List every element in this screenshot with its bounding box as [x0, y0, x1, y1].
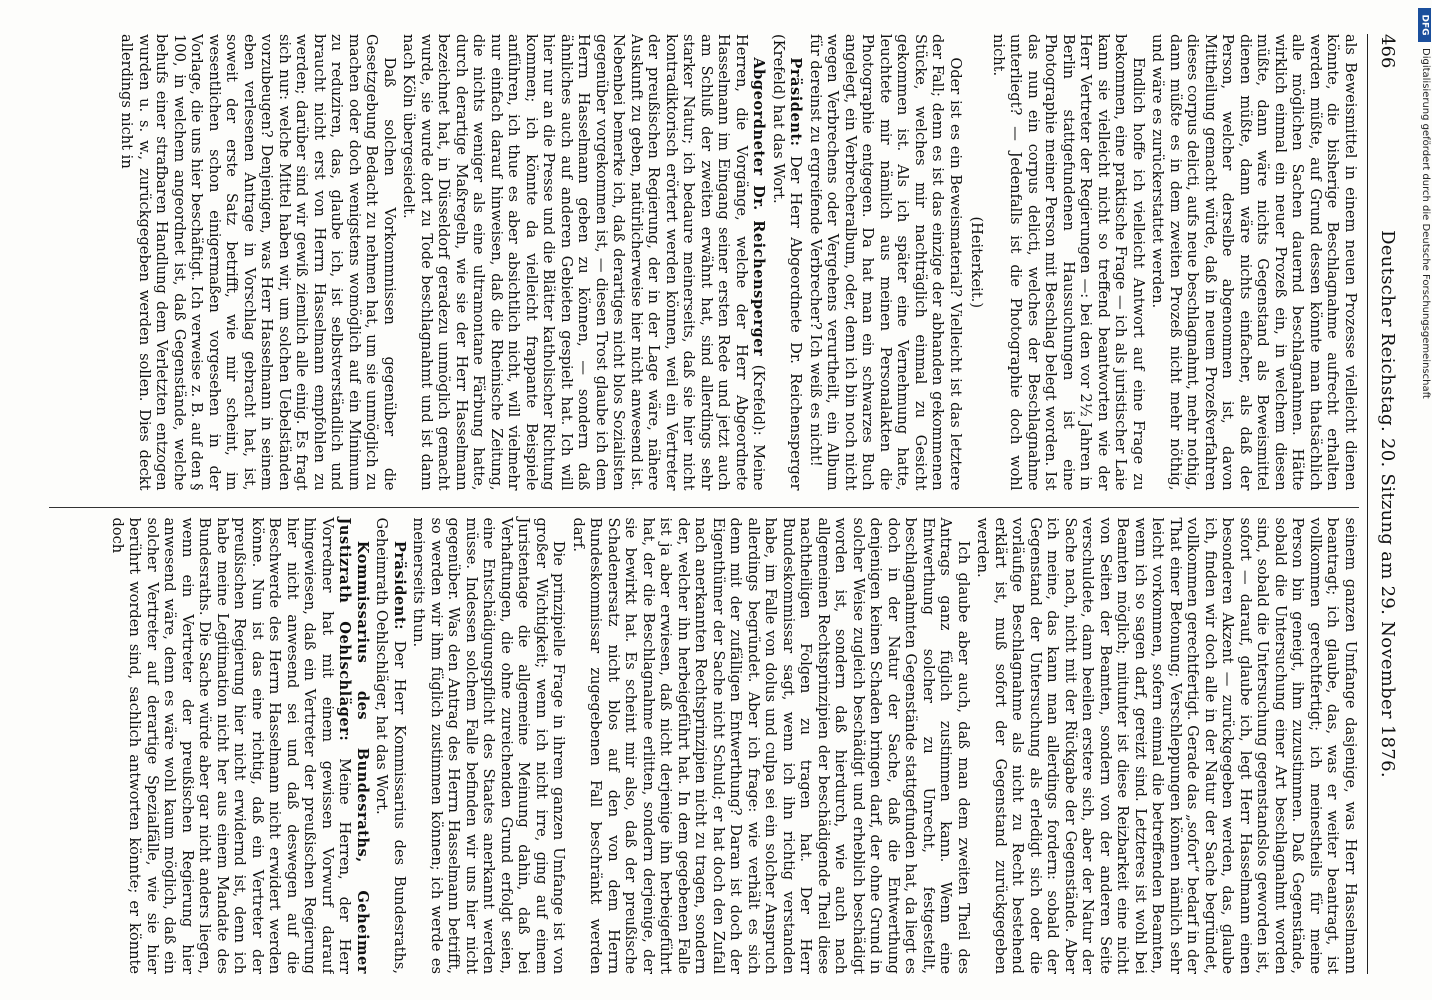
- speaker-name: Kommissarius des Bundesraths, Geheimer Justizrath Oehlschläger:: [336, 517, 371, 974]
- body-paragraph: Oder ist es ein Beweismaterial? Vielleicht ist das letztere der Fall; denn es ist das einzige der abhanden gekommenen Stücke, welches mir nachträglich einmal zu Gesicht gekommen ist. Als ich später eine Vernehmung hatte, leuchtete mir nämlich aus meinen Personalakten die Photographie entgegen. Da hat man ein schwarzes Buch angelegt, ein Verbrecheralbum, oder, denn ich bin noch nicht wegen Verbrechens oder Vergehens verurtheilt, ein Album für dereinst zu ergreifende Verbrecher? Ich weiß es nicht!: [807, 34, 964, 491]
- dfg-logo-text: DFG: [1419, 14, 1430, 36]
- speaker-name: Präsident:: [787, 57, 805, 147]
- digitization-watermark: Digitalisierung gefördert durch die Deutsche Forschungsgemeinschaft: [1420, 48, 1431, 399]
- speaker-paragraph: [400, 34, 768, 491]
- speaker-paragraph: [770, 34, 805, 491]
- speech-text: Der Herr Kommissarius des Bundesraths, Geheimrath Oehlschläger, hat das Wort.: [373, 517, 408, 974]
- body-paragraph: Ich glaube aber auch, daß man dem zweiten Theil des Antrags ganz füglich zustimmen kann. Wenn eine Entwerthung solcher zu Unrecht, festgestellt, beschlagnahmten Gegenstände stattgefunden hat, da liegt es doch in der Natur der Sache, daß die Entwerthung denjenigen keinen Schaden bringen darf, der ohne Grund in solcher Weise zugleich beschädigt und erheblich beschädigt worden ist, sondern daß hierdurch, wie auch nach allgemeinen Rechtsprinzipien der beschädigende Theil diese nachtheiligen Folgen zu tragen hat. Der Herr Bundeskommissar sagt, wenn ich ihn richtig verstanden habe, im Falle von dolus und culpa sei ein solcher Anspruch allerdings begründet. Aber ich frage: wie verhält es sich denn mit der zufälligen Entwerthung? Daran ist doch der Eigenthümer der Sache nicht Schuld; er hat doch den Zufall nach anerkannten Rechtsprinzipien nicht zu tragen, sondern der, welcher ihn herbeigeführt hat. In dem gegebenen Falle ist ja aber erwiesen, daß nicht derjenige ihn herbeigeführt hat, der die Beschlagnahme erlitten, sondern derjenige, der sie bewirkt hat. Es scheint mir also, daß der preußische Schadenersatz nicht blos auf den von dem Herrn Bundeskommissar zugegebenen Fall beschränkt werden darf.: [570, 517, 972, 974]
- page-header: [1367, 34, 1398, 974]
- speaker-name: Abgeordneter Dr. Reichensperger: [750, 57, 768, 357]
- speaker-name: Präsident:: [391, 540, 408, 630]
- right-column: [49, 507, 1359, 975]
- body-paragraph: als Beweismittel in einem neuen Prozesse vielleicht dienen könnte, die bisherige Beschlagnahme aufrecht erhalten werden müßte, auf Grund dessen könnte man thatsächlich alle möglichen Sachen dauernd beschlagnahmen. Hätte wirklich einmal ein neuer Prozeß ein, in welchem diesen müßte, dann wäre nichts Gegenstand als Beweismittel dienen müßte, dann wäre nichts einfacher, als daß der Person, welcher derselbe abgenommen ist, davon Mittheilung gemacht würde, daß in neuem Prozeßverfahren dieses corpus delicti, aufs neue beschlagnahmt, mehr nothig, dann müßte es in dem zweiten Prozeß nicht mehr nöthig, und wäre es zurückerstattet werden.: [1149, 34, 1359, 491]
- page-running-title: Deutscher Reichstag. 20. Sitzung am 29. November 1876.: [1377, 230, 1398, 778]
- dfg-logo-icon: [1418, 8, 1431, 42]
- body-paragraph: Die prinzipielle Frage in ihrem ganzen Umfange ist von großer Wichtigkeit; wenn ich nicht irre, ging auf einem Juristentage die allgemeine Meinung dahin, daß bei Verhaftungen, die ohne zureichenden Grund erfolgt seien, eine Entschädigungspflicht des Staates anerkannt werden müsse. Indessen solchem Falle befinden wir uns hier nicht gegenüber. Was den Antrag des Herrn Hasselmann betrifft, so werden wir ihm füglich zustimmen können; ich werde es meinerseits thun.: [410, 517, 568, 974]
- speech-text: (Krefeld): Meine Herren, die Vorgänge, welche der Herr Abgeordnete Hasselmann im Eingang seiner ersten Rede und jetzt auch am Schluß der zweiten erwähnt hat, sind allerdings sehr starker Natur; ich bedaure meinerseits, daß sie hier nicht kontradiktorisch erörtert werden können, weil ein Vertreter der preußischen Regierung, der in der Lage wäre, nähere Auskunft zu geben, natürlicherweise hier nicht anwesend ist. Nebenbei bemerke ich, daß derartiges nicht blos Sozialisten gegenüber vorgekommen ist, — diesen Trost glaube ich dem Herrn Hasselmann geben zu können, — sondern daß ähnliches auch auf anderen Gebieten gespielt hat. Ich will hier nur an die Presse und die Blätter katholischer Richtung kommen; ich könnte da vielleicht frappante Beispiele anführen, ich thue es aber absichtlich nicht, will vielmehr nur einfach darauf hinweisen, daß die Rheinische Zeitung, die nichts weniger als eine ultramontane Färbung hatte, durch derartige Maßregeln, wie sie der Herr Hasselmann bezeichnet hat, in Düsseldorf geradezu unmöglich gemacht wurde, sie wurde dort zu Tode beschlagnahmt und ist dann nach Köln übergesiedelt.: [400, 34, 768, 491]
- page-number: 466: [1377, 34, 1398, 69]
- text-columns: [49, 34, 1359, 974]
- stage-direction: (Heiterkeit.): [968, 216, 986, 309]
- speaker-paragraph: [109, 518, 372, 975]
- speaker-paragraph: [373, 518, 408, 975]
- speech-text: Meine Herren, der Herr Vorredner hat mit einem gewissen Vorwurf darauf hingewiesen, daß ein Vertreter der preußischen Regierung hier nicht anwesend sei und daß deswegen auf die Beschwerde des Herrn Hasselmann nicht erwidert werden könne. Nun ist das eine richtig, daß ein Vertreter der preußischen Regierung hier nicht erwidernd ist, denn ich habe meine Legitimation nicht her aus einem Mandate des Bundesraths. Die Sache würde aber gar nicht anders liegen, wenn ein Vertreter der preußischen Regierung hier anwesend wäre, denn es wäre wohl kaum möglich, daß ein solcher Vertreter auf derartige Spezialfälle, wie sie hier berührt worden sind, sachlich antworten könnte; er könnte doch: [109, 517, 354, 974]
- body-paragraph: Daß solchen Vorkommnissen gegenüber die Gesetzgebung Bedacht zu nehmen hat, um sie unmöglich zu machen oder doch wenigstens womöglich auf ein Minimum zu reduziren, das, glaube ich, ist selbstverständlich und braucht nicht erst von Herrn Hasselmann empfohlen zu werden; darüber sind wir gewiß ziemlich alle einig. Es fragt sich nur: welche Mittel haben wir, um solchen Uebelständen vorzubeugen? Denjenigen, was Herr Hasselmann in seinem eben verlesenen Antrage in Vorschlag gebracht hat, ist, soweit der erste Satz betrifft, wie mir scheint, im wesentlichen schon einigermaßen vorgesehen in der Vorlage, die uns hier beschäftigt. Ich verweise z. B. auf den § 100, in welchem angeordnet ist, daß Gegenstände, welche behufs einer strafbaren Handlung dem Verletzten entzogen wurden u. s. w., zurückgegeben werden sollen. Dies deckt allerdings nicht in: [118, 34, 398, 491]
- left-column: [49, 34, 1359, 491]
- rotated-page-content: [22, 8, 1412, 998]
- body-paragraph: Endlich hoffe ich vielleicht Antwort auf eine Frage zu bekommen, eine praktische Frage — ich als juristischer Laie kann sie vielleicht nicht so treffend beantworten wie der Herr Vertreter der Regierungen —: bei den vor 2½ Jahren in Berlin stattgefundenen Haussuchungen ist eine Photographie meiner Person mit Beschlag belegt worden. Ist das nun ein corpus delicti, welches der Beschlagnahme unterliegt? — Jedenfalls ist die Photographie doch wohl nicht.: [990, 34, 1147, 491]
- body-paragraph: seinem ganzen Umfange dasjenige, was Herr Hasselmann beantragt; ich glaube, das, was er weiter beantragt, ist vollkommen gerechtfertigt; ich meinestheils für meine Person bin geneigt, ihm zuzustimmen. Daß Gegenstände, sobald die Untersuchung einer Art beschlagnahmt worden sind, sobald die Untersuchung gegenstandslos geworden ist, sofort — darauf, glaube ich, legt Herr Hasselmann einen besonderen Akzent — zurückgegeben werden, das, glaube ich, finden wir doch alle in der Natur der Sache begründet, vollkommen gerechtfertigt. Gerade das „sofort“ bedarf in der That einer Betonung; Verschleppungen können nämlich sehr leicht vorkommen, sofern einmal die betreffenden Beamten, wenn ich so sagen darf, gereizt sind. Letzteres ist wohl bei Beamten möglich; mitunter ist diese Reizbarkeit eine nicht von Seiten der Beamten, sondern von der anderen Seite verschuldete, dann beeilen erstere sich, aber der Natur der Sache nach, nicht mit der Rückgabe der Gegenstände. Aber ich meine, das kann man allerdings fordern: sobald der Gegenstand der Untersuchung als erledigt sich oder die vorläufige Beschlagnahme als nicht zu Recht bestehend erklärt ist, muß sofort der Gegenstand zurückgegeben werden.: [974, 517, 1359, 974]
- speech-text: Der Herr Abgeordnete Dr. Reichensperger (Krefeld) hat das Wort.: [770, 34, 805, 491]
